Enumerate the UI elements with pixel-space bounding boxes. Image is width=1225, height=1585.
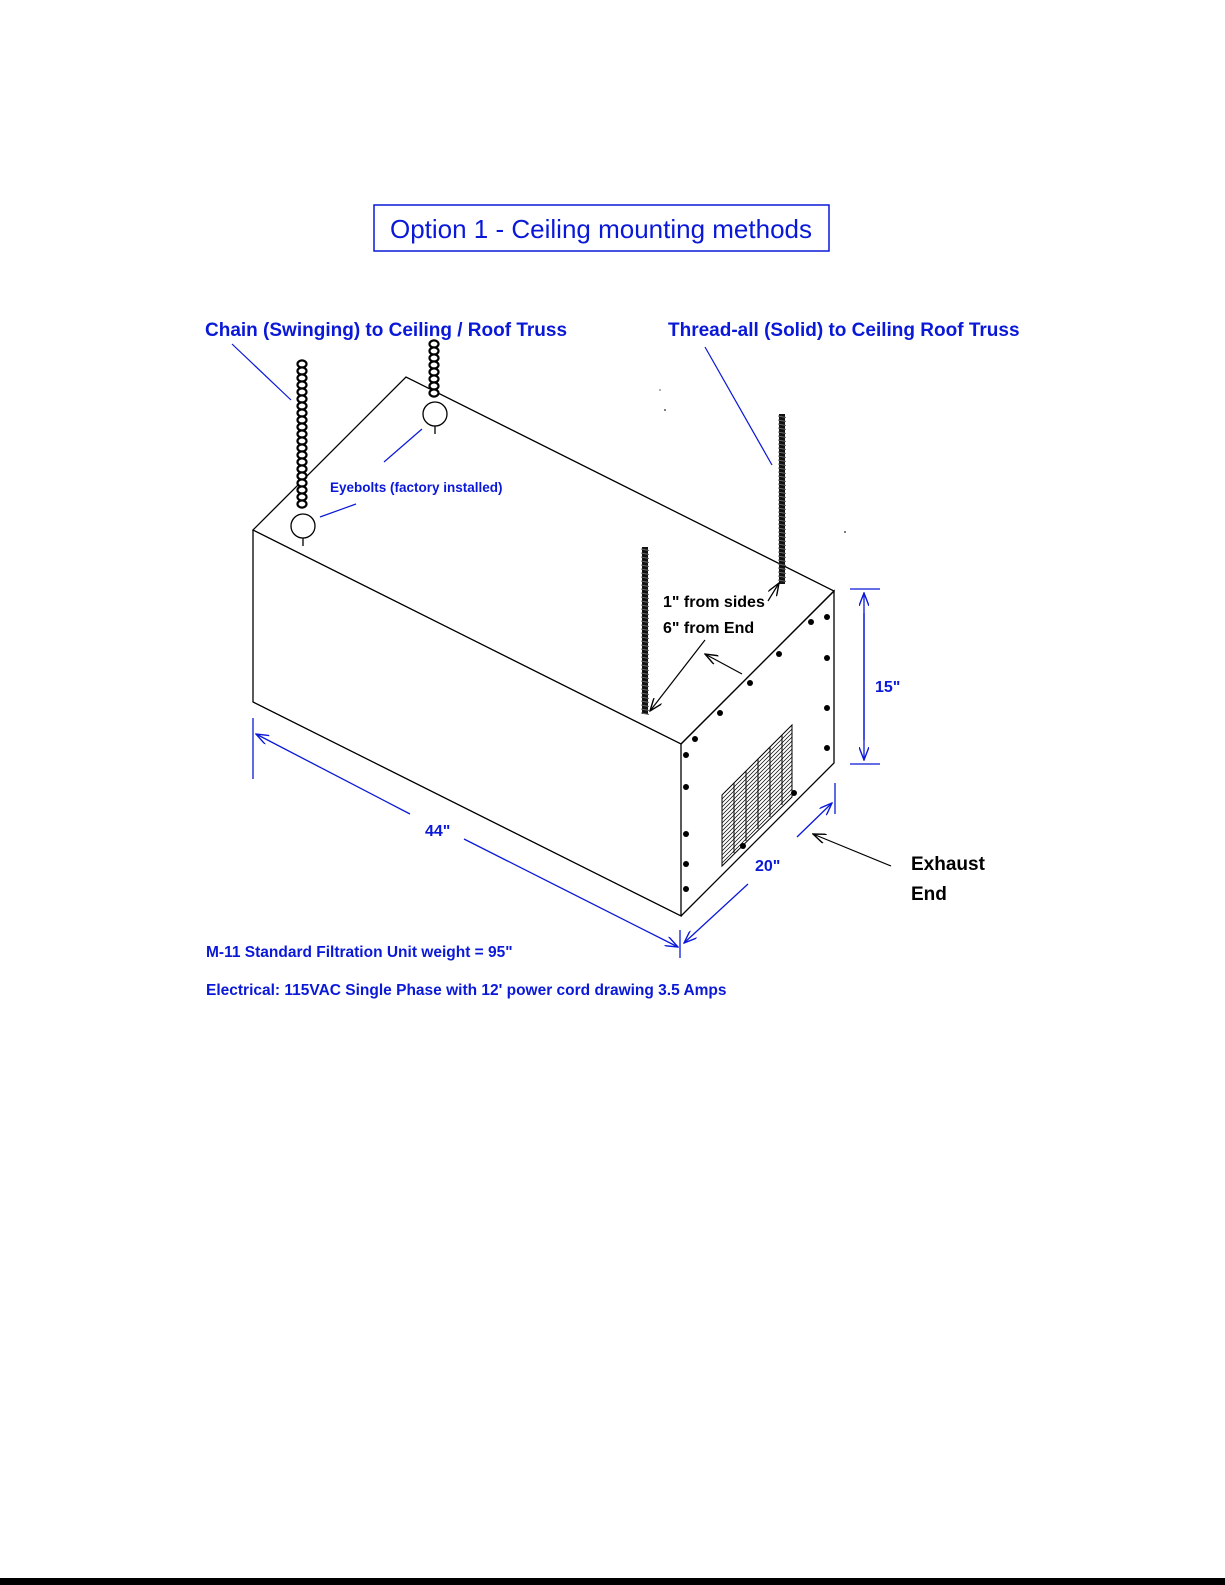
threaded-rod-back (778, 414, 786, 584)
unit-side-face (253, 530, 681, 916)
chain-right (430, 340, 439, 396)
chain-left (298, 360, 307, 507)
exhaust-grille (722, 725, 792, 866)
weight-spec: M-11 Standard Filtration Unit weight = 95" (206, 944, 513, 961)
thread-all-label: Thread-all (Solid) to Ceiling Roof Truss (668, 320, 1020, 341)
stray-dots (659, 389, 846, 533)
chain-label: Chain (Swinging) to Ceiling / Roof Truss (205, 320, 568, 341)
height-dimension (850, 589, 880, 764)
eyebolt-right-icon (423, 402, 447, 434)
eyebolts-label: Eyebolts (factory installed) (330, 480, 503, 495)
exhaust-label: Exhaust (911, 854, 985, 875)
length-label: 44" (425, 823, 451, 840)
eyebolt-left-icon (291, 514, 315, 546)
page-bottom-border (0, 1578, 1225, 1585)
electrical-spec: Electrical: 115VAC Single Phase with 12' power cord drawing 3.5 Amps (206, 982, 727, 999)
width-label: 20" (755, 858, 781, 875)
threaded-rod-front (641, 547, 649, 715)
height-label: 15" (875, 679, 901, 696)
length-dimension (253, 718, 680, 958)
from-sides-label: 1" from sides (663, 594, 765, 611)
diagram-title: Option 1 - Ceiling mounting methods (389, 214, 813, 244)
from-end-label: 6" from End (663, 620, 755, 637)
end-panel-bolts (683, 614, 830, 892)
title-box (374, 205, 829, 251)
exhaust-end-label: End (911, 884, 947, 905)
unit-top-face (253, 377, 834, 744)
